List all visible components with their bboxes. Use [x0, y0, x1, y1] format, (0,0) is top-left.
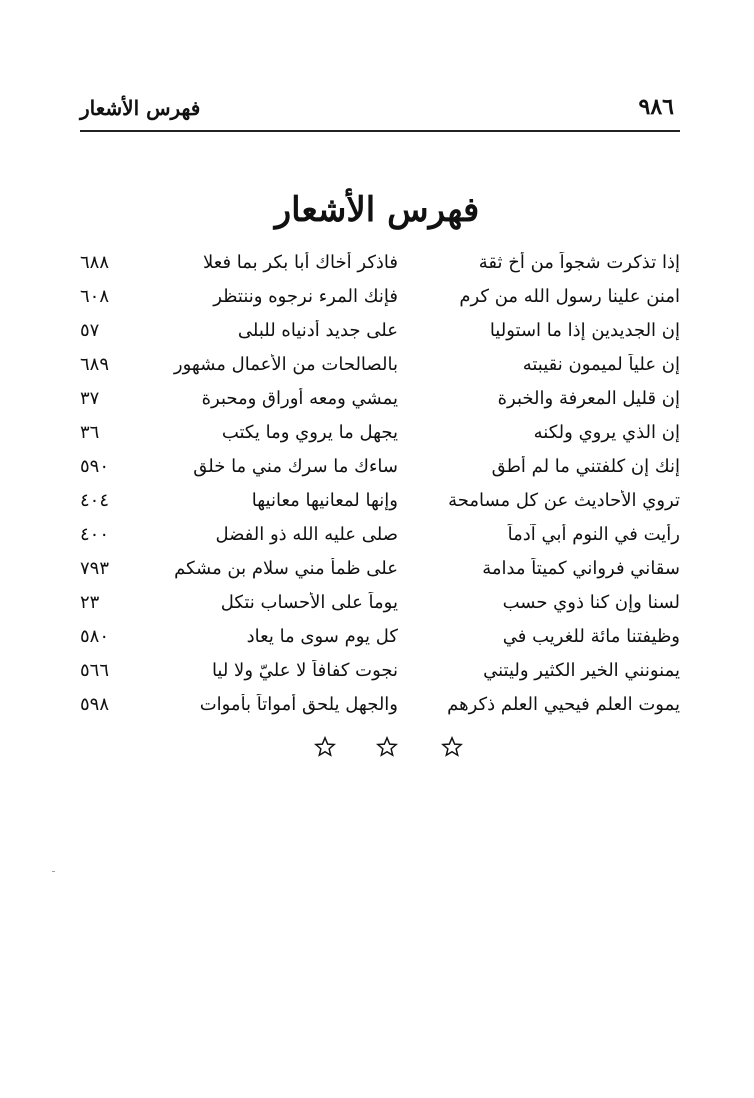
- star-outline-icon: [314, 736, 336, 758]
- verse-row: [0, 592, 754, 626]
- page-ref: ٥٨٠: [80, 626, 110, 647]
- second-hemistich: صلى عليه الله ذو الفضل: [215, 524, 398, 545]
- index-title: فهرس الأشعار: [274, 190, 480, 230]
- page-ref: ٤٠٠: [80, 524, 110, 545]
- verse-row: [0, 660, 754, 694]
- second-hemistich: وإنها لمعانيها معانيها: [251, 490, 398, 511]
- running-title: فهرس الأشعار: [80, 96, 201, 120]
- verse-row: [0, 490, 754, 524]
- page-ref: ٦٨٩: [80, 354, 110, 375]
- page-ref: ٥٦٦: [80, 660, 110, 681]
- second-hemistich: يوماً على الأحساب نتكل: [220, 592, 398, 613]
- verse-row: [0, 252, 754, 286]
- page-ref: ٤٠٤: [80, 490, 110, 511]
- verse-row: [0, 524, 754, 558]
- scan-mark: ـ: [52, 864, 55, 875]
- first-hemistich: رأيت في النوم أبي آدماً: [507, 524, 680, 545]
- page-ref: ٦٠٨: [80, 286, 110, 307]
- second-hemistich: على ظمأ مني سلام بن مشكم: [174, 558, 398, 579]
- page-ref: ٦٨٨: [80, 252, 110, 273]
- first-hemistich: وظيفتنا مائة للغريب في: [502, 626, 680, 647]
- first-hemistich: إنك إن كلفتني ما لم أطق: [491, 456, 680, 477]
- second-hemistich: يمشي ومعه أوراق ومحبرة: [201, 388, 398, 409]
- first-hemistich: إن علياً لميمون نقيبته: [522, 354, 680, 375]
- star-outline-icon: [376, 736, 398, 758]
- verse-row: [0, 422, 754, 456]
- page-ref: ٥٧: [80, 320, 100, 341]
- first-hemistich: إذا تذكرت شجواً من أخ ثقة: [478, 252, 680, 273]
- first-hemistich: إن الجديدين إذا ما استوليا: [489, 320, 680, 341]
- second-hemistich: بالصالحات من الأعمال مشهور: [173, 354, 398, 375]
- page-ref: ٥٩٨: [80, 694, 110, 715]
- section-end-ornament: [0, 736, 754, 766]
- first-hemistich: إن الذي يروي ولكنه: [533, 422, 680, 443]
- verse-row: [0, 626, 754, 660]
- first-hemistich: يموت العلم فيحيي العلم ذكرهم: [447, 694, 680, 715]
- second-hemistich: على جديد أدنياه للبلى: [237, 320, 398, 341]
- verse-index-list: [0, 252, 754, 728]
- second-hemistich: ساءك ما سرك مني ما خلق: [193, 456, 398, 477]
- verse-row: [0, 558, 754, 592]
- second-hemistich: والجهل يلحق أمواتاً بأموات: [199, 694, 398, 715]
- verse-row: [0, 694, 754, 728]
- header-rule: [80, 130, 680, 132]
- first-hemistich: سقاني فرواني كميتاً مدامة: [482, 558, 680, 579]
- first-hemistich: إن قليل المعرفة والخبرة: [497, 388, 680, 409]
- verse-row: [0, 320, 754, 354]
- verse-row: [0, 388, 754, 422]
- second-hemistich: نجوت كفافاً لا عليّ ولا ليا: [211, 660, 398, 681]
- first-hemistich: لسنا وإن كنا ذوي حسب: [502, 592, 680, 613]
- verse-row: [0, 286, 754, 320]
- second-hemistich: فاذكر أخاك أبا بكر بما فعلا: [203, 252, 398, 273]
- page-ref: ٢٣: [80, 592, 100, 613]
- verse-row: [0, 456, 754, 490]
- first-hemistich: تروي الأحاديث عن كل مسامحة: [448, 490, 680, 511]
- page-ref: ٣٦: [80, 422, 100, 443]
- page-number: ٩٨٦: [638, 94, 674, 120]
- second-hemistich: فإنك المرء نرجوه وننتظر: [213, 286, 398, 307]
- first-hemistich: امنن علينا رسول الله من كرم: [459, 286, 680, 307]
- star-outline-icon: [441, 736, 463, 758]
- second-hemistich: كل يوم سوى ما يعاد: [246, 626, 398, 647]
- second-hemistich: يجهل ما يروي وما يكتب: [221, 422, 398, 443]
- page-header: [80, 92, 680, 128]
- first-hemistich: يمنونني الخير الكثير وليتني: [483, 660, 680, 681]
- page-ref: ٥٩٠: [80, 456, 110, 477]
- page-ref: ٧٩٣: [80, 558, 110, 579]
- page-ref: ٣٧: [80, 388, 100, 409]
- verse-row: [0, 354, 754, 388]
